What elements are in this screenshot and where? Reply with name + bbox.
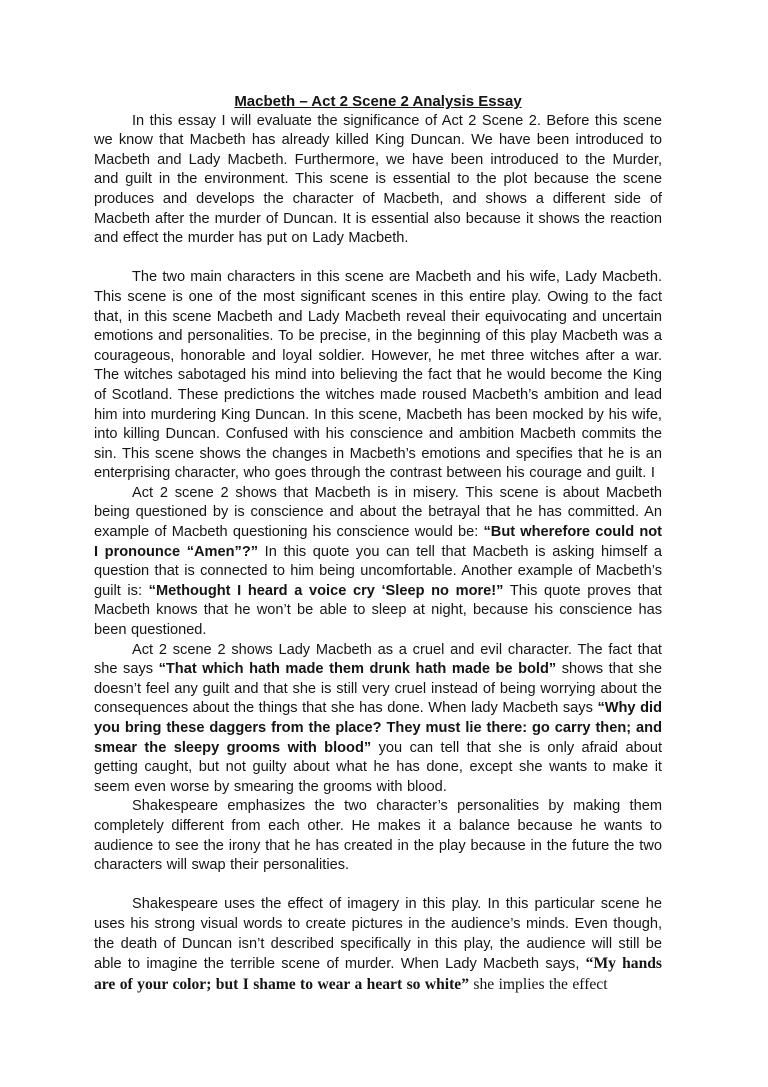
essay-title: Macbeth – Act 2 Scene 2 Analysis Essay bbox=[234, 93, 522, 110]
blank-line bbox=[94, 249, 662, 269]
text-run: “That which hath made them drunk hath made be bold” bbox=[158, 661, 557, 678]
text-run: Shakespeare emphasizes the two character’s personalities by making them completely different from each other. He makes it a balance because he wants to audience to see the irony that he has created in the play because in the future the two characters will swap their personalities. bbox=[94, 798, 662, 874]
essay-body bbox=[94, 112, 662, 996]
paragraph-main-characters bbox=[94, 268, 662, 484]
paragraph-introduction bbox=[94, 112, 662, 249]
paragraph-macbeth-misery bbox=[94, 484, 662, 641]
paragraph-imagery bbox=[94, 895, 662, 995]
text-run: Act 2 scene 2 shows that Macbeth is in misery. This scene is about Macbeth being questioned by is conscience and about the betrayal that he has committed. An example of Macbeth questioning his conscience would be: bbox=[94, 484, 662, 541]
text-run: “My hands are of your color; but I shame to wear a heart so white” bbox=[94, 955, 663, 993]
blank-line bbox=[94, 876, 662, 896]
text-run: Act 2 scene 2 shows Lady Macbeth as a cruel and evil character. The fact that she says bbox=[94, 641, 662, 678]
text-run: you can tell that she is only afraid about getting caught, but not guilty about what he has done, except she wants to make it seem even worse by smearing the grooms with blood. bbox=[94, 739, 663, 795]
text-run: “Methought I heard a voice cry ‘Sleep no more!” bbox=[148, 582, 504, 599]
text-run: This quote proves that Macbeth knows that he won’t be able to sleep at night, because his conscience has been questioned. bbox=[94, 582, 662, 639]
text-run: “But wherefore could not I pronounce “Amen”?” bbox=[94, 524, 663, 560]
text-run: Shakespeare uses the effect of imagery in this play. In this particular scene he uses his strong visual words to create pictures in the audience’s minds. Even though, the death of Duncan isn’t described specifically in this play, the audience will still be able to imagine the terrible scene of murder. When Lady Macbeth says, bbox=[94, 896, 662, 973]
paragraph-lady-macbeth-cruelty bbox=[94, 641, 662, 798]
text-run: The two main characters in this scene are Macbeth and his wife, Lady Macbeth. This scene is one of the most significant scenes in this entire play. Owing to the fact that, in this scene Macbeth and Lady Macbeth reveal their equivocating and uncertain emotions and personalities. To be precise, in the beginning of this play Macbeth was a courageous, honorable and loyal soldier. However, he met three witches after a war. The witches sabotaged his mind into believing the fact that he would become the King of Scotland. These predictions the witches made roused Macbeth’s ambition and lead him into murdering King Duncan. In this scene, Macbeth has been mocked by his wife, into killing Duncan. Confused with his conscience and ambition Macbeth commits the sin. This scene shows the changes in Macbeth’s emotions and specifies that he is an enterprising character, who goes through the contrast between his courage and guilt. I bbox=[94, 269, 662, 482]
paragraph-personality-contrast bbox=[94, 797, 662, 875]
text-run: In this essay I will evaluate the significance of Act 2 Scene 2. Before this scene we know that Macbeth has already killed King Duncan. We have been introduced to Macbeth and Lady Macbeth. Furthermore, we have been introduced to the Murder, and guilt in the environment. This scene is essential to the plot because the scene produces and develops the character of Macbeth, and shows a different side of Macbeth after the murder of Duncan. It is essential also because it shows the reaction and effect the murder has put on Lady Macbeth. bbox=[94, 112, 662, 247]
text-run: shows that she doesn’t feel any guilt and that she is still very cruel instead of being worrying about the consequences about the things that she has done. When lady Macbeth says bbox=[94, 661, 662, 717]
text-run: she implies the effect bbox=[469, 975, 608, 993]
text-run: In this quote you can tell that Macbeth is asking himself a question that is connected to him being uncomfortable. Another example of Macbeth’s guilt is: bbox=[94, 543, 662, 599]
text-run: “Why did you bring these daggers from the place? They must lie there: go carry then; and smear the sleepy grooms with blood” bbox=[94, 700, 662, 756]
